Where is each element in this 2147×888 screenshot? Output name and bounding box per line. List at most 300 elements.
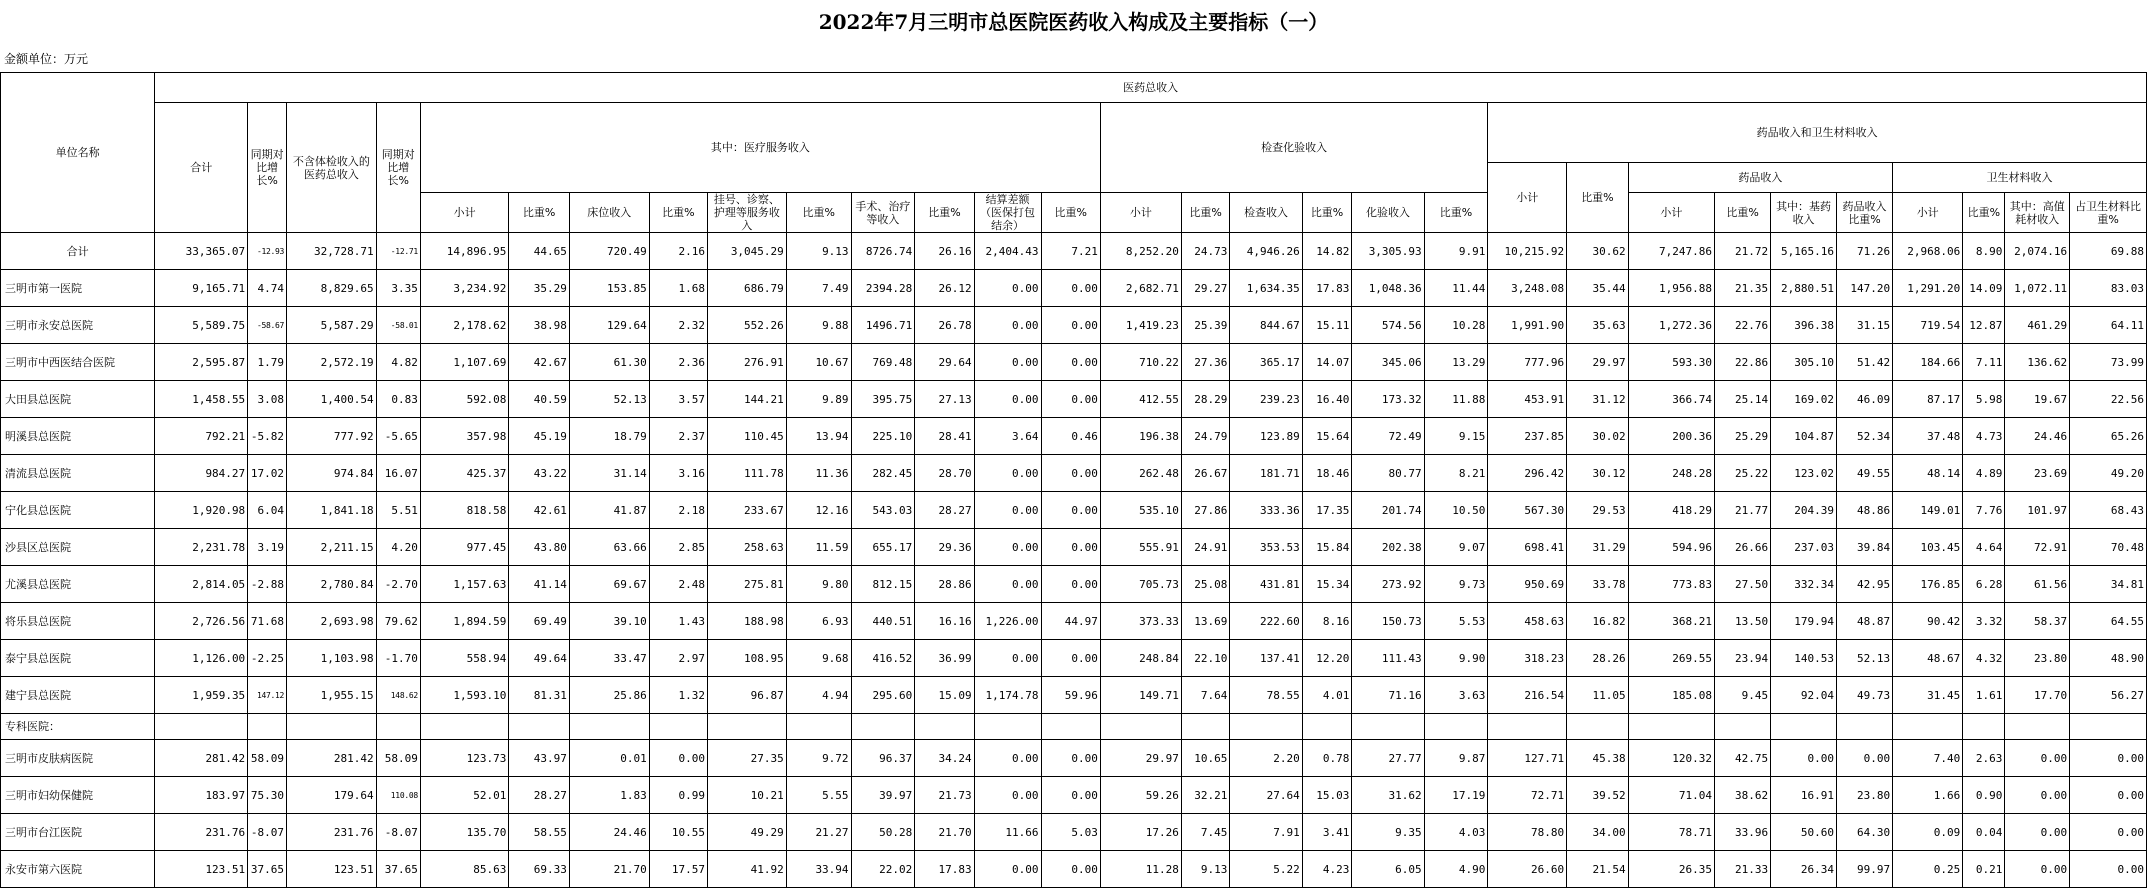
value-cell: 71.68 (248, 603, 287, 640)
value-cell: 204.39 (1771, 492, 1837, 529)
value-cell: 17.35 (1302, 492, 1352, 529)
value-cell: 0.00 (1041, 307, 1100, 344)
value-cell: 58.09 (248, 740, 287, 777)
value-cell: 425.37 (420, 455, 509, 492)
value-cell: 1,174.78 (974, 677, 1041, 714)
value-cell: 37.65 (376, 851, 420, 888)
value-cell: 33,365.07 (155, 233, 248, 270)
value-cell: 5,589.75 (155, 307, 248, 344)
value-cell: 2,595.87 (155, 344, 248, 381)
value-cell: 11.36 (786, 455, 851, 492)
col-exam-subtotal: 小计 (1100, 193, 1181, 233)
value-cell: 83.03 (2070, 270, 2147, 307)
value-cell: 231.76 (287, 814, 377, 851)
value-cell: 31.62 (1352, 777, 1424, 814)
value-cell: 216.54 (1488, 677, 1567, 714)
col-drug-subtotal: 小计 (1628, 193, 1714, 233)
value-cell: 3.08 (248, 381, 287, 418)
empty-cell (786, 714, 851, 740)
value-cell: 34.00 (1567, 814, 1629, 851)
value-cell: 58.55 (509, 814, 569, 851)
table-row (1, 814, 2147, 851)
value-cell: 12.87 (1963, 307, 2005, 344)
value-cell: 33.47 (569, 640, 649, 677)
value-cell: 15.11 (1302, 307, 1352, 344)
value-cell: 440.51 (851, 603, 915, 640)
value-cell: 3,305.93 (1352, 233, 1424, 270)
value-cell: 17.83 (915, 851, 974, 888)
value-cell: 1496.71 (851, 307, 915, 344)
value-cell: 9.45 (1715, 677, 1771, 714)
value-cell: 1.66 (1893, 777, 1963, 814)
table-row (1, 777, 2147, 814)
col-yoy: 同期对比增长% (248, 103, 287, 233)
col-lab-ratio: 比重% (1424, 193, 1488, 233)
value-cell: 222.60 (1230, 603, 1302, 640)
value-cell: 0.00 (974, 740, 1041, 777)
value-cell: 2,572.19 (287, 344, 377, 381)
value-cell: 153.85 (569, 270, 649, 307)
unit-label: 金额单位：万元 (4, 52, 89, 66)
value-cell: 7.11 (1963, 344, 2005, 381)
value-cell: 50.28 (851, 814, 915, 851)
value-cell: 19.67 (2005, 381, 2070, 418)
value-cell: 4,946.26 (1230, 233, 1302, 270)
empty-cell (1230, 714, 1302, 740)
value-cell: 31.14 (569, 455, 649, 492)
value-cell: 14.82 (1302, 233, 1352, 270)
value-cell: 792.21 (155, 418, 248, 455)
value-cell: 296.42 (1488, 455, 1567, 492)
value-cell: 25.86 (569, 677, 649, 714)
value-cell: 416.52 (851, 640, 915, 677)
value-cell: 7.76 (1963, 492, 2005, 529)
col-basic-drug: 其中：基药收入 (1771, 193, 1837, 233)
value-cell: 0.00 (1836, 740, 1892, 777)
value-cell: 30.62 (1567, 233, 1629, 270)
value-cell: 42.61 (509, 492, 569, 529)
value-cell: 10.21 (708, 777, 787, 814)
value-cell: 29.97 (1100, 740, 1181, 777)
value-cell: 27.35 (708, 740, 787, 777)
empty-cell (1424, 714, 1488, 740)
value-cell: -12.71 (376, 233, 420, 270)
value-cell: 34.24 (915, 740, 974, 777)
header-drug: 药品收入 (1628, 163, 1892, 193)
value-cell: 22.76 (1715, 307, 1771, 344)
empty-cell (915, 714, 974, 740)
value-cell: 22.10 (1181, 640, 1230, 677)
empty-cell (649, 714, 707, 740)
value-cell: 0.00 (1041, 270, 1100, 307)
value-cell: 49.29 (708, 814, 787, 851)
value-cell: 24.73 (1181, 233, 1230, 270)
value-cell: 13.94 (786, 418, 851, 455)
value-cell: 123.89 (1230, 418, 1302, 455)
value-cell: 719.54 (1893, 307, 1963, 344)
value-cell: 73.99 (2070, 344, 2147, 381)
value-cell: 68.43 (2070, 492, 2147, 529)
value-cell: 0.00 (974, 307, 1041, 344)
value-cell: 8,829.65 (287, 270, 377, 307)
value-cell: 71.26 (1836, 233, 1892, 270)
value-cell: 14,896.95 (420, 233, 509, 270)
value-cell: 24.46 (569, 814, 649, 851)
col-high-value-ratio: 占卫生材料比重% (2070, 193, 2147, 233)
value-cell: 4.74 (248, 270, 287, 307)
value-cell: 844.67 (1230, 307, 1302, 344)
value-cell: 22.56 (2070, 381, 2147, 418)
value-cell: 269.55 (1628, 640, 1714, 677)
value-cell: 27.86 (1181, 492, 1230, 529)
value-cell: 4.89 (1963, 455, 2005, 492)
value-cell: 26.12 (915, 270, 974, 307)
value-cell: 281.42 (287, 740, 377, 777)
empty-cell (2005, 714, 2070, 740)
value-cell: 44.97 (1041, 603, 1100, 640)
value-cell: 0.00 (974, 529, 1041, 566)
value-cell: 3,248.08 (1488, 270, 1567, 307)
value-cell: 3.57 (649, 381, 707, 418)
value-cell: 196.38 (1100, 418, 1181, 455)
table-row (1, 492, 2147, 529)
value-cell: 58.09 (376, 740, 420, 777)
value-cell: 2.16 (649, 233, 707, 270)
value-cell: 101.97 (2005, 492, 2070, 529)
value-cell: 594.96 (1628, 529, 1714, 566)
value-cell: 23.94 (1715, 640, 1771, 677)
unit-name-cell: 三明市中西医结合医院 (1, 344, 155, 381)
value-cell: 1,841.18 (287, 492, 377, 529)
value-cell: -2.70 (376, 566, 420, 603)
value-cell: 49.73 (1836, 677, 1892, 714)
value-cell: 9.89 (786, 381, 851, 418)
empty-cell (248, 714, 287, 740)
value-cell: 10.65 (1181, 740, 1230, 777)
value-cell: 26.60 (1488, 851, 1567, 888)
empty-cell (376, 714, 420, 740)
income-table (0, 72, 2147, 888)
table-row (1, 566, 2147, 603)
value-cell: 129.64 (569, 307, 649, 344)
value-cell: 17.70 (2005, 677, 2070, 714)
value-cell: 16.82 (1567, 603, 1629, 640)
value-cell: 39.84 (1836, 529, 1892, 566)
value-cell: 3,045.29 (708, 233, 787, 270)
value-cell: 1,226.00 (974, 603, 1041, 640)
col-check: 检查收入 (1230, 193, 1302, 233)
value-cell: 1.68 (649, 270, 707, 307)
empty-cell (1963, 714, 2005, 740)
value-cell: 1,157.63 (420, 566, 509, 603)
value-cell: -5.65 (376, 418, 420, 455)
value-cell: 592.08 (420, 381, 509, 418)
empty-cell (509, 714, 569, 740)
unit-name-cell: 将乐县总医院 (1, 603, 155, 640)
value-cell: 574.56 (1352, 307, 1424, 344)
empty-cell (1041, 714, 1100, 740)
value-cell: 395.75 (851, 381, 915, 418)
empty-cell (974, 714, 1041, 740)
value-cell: 305.10 (1771, 344, 1837, 381)
value-cell: 56.27 (2070, 677, 2147, 714)
value-cell: 1,072.11 (2005, 270, 2070, 307)
value-cell: 0.00 (974, 455, 1041, 492)
value-cell: 29.64 (915, 344, 974, 381)
unit-name-cell: 大田县总医院 (1, 381, 155, 418)
value-cell: 333.36 (1230, 492, 1302, 529)
value-cell: 181.71 (1230, 455, 1302, 492)
col-check-ratio: 比重% (1302, 193, 1352, 233)
value-cell: 64.30 (1836, 814, 1892, 851)
value-cell: 8726.74 (851, 233, 915, 270)
value-cell: 1,955.15 (287, 677, 377, 714)
value-cell: 48.67 (1893, 640, 1963, 677)
value-cell: 7.45 (1181, 814, 1230, 851)
value-cell: 41.14 (509, 566, 569, 603)
value-cell: 26.78 (915, 307, 974, 344)
col-ms-subtotal: 小计 (420, 193, 509, 233)
value-cell: 202.38 (1352, 529, 1424, 566)
value-cell: 21.54 (1567, 851, 1629, 888)
value-cell: 8,252.20 (1100, 233, 1181, 270)
value-cell: 552.26 (708, 307, 787, 344)
value-cell: 21.27 (786, 814, 851, 851)
value-cell: 32,728.71 (287, 233, 377, 270)
value-cell: 21.77 (1715, 492, 1771, 529)
value-cell: 10.67 (786, 344, 851, 381)
value-cell: 0.83 (376, 381, 420, 418)
value-cell: 698.41 (1488, 529, 1567, 566)
value-cell: 3.35 (376, 270, 420, 307)
value-cell: 5,165.16 (1771, 233, 1837, 270)
value-cell: 78.71 (1628, 814, 1714, 851)
table-row (1, 677, 2147, 714)
value-cell: 31.15 (1836, 307, 1892, 344)
value-cell: 233.67 (708, 492, 787, 529)
value-cell: 10.55 (649, 814, 707, 851)
value-cell: 184.66 (1893, 344, 1963, 381)
value-cell: 49.20 (2070, 455, 2147, 492)
value-cell: 18.46 (1302, 455, 1352, 492)
value-cell: 1,291.20 (1893, 270, 1963, 307)
value-cell: 7.64 (1181, 677, 1230, 714)
header-total-income: 医药总收入 (155, 73, 2147, 103)
empty-cell (2070, 714, 2147, 740)
value-cell: 63.66 (569, 529, 649, 566)
value-cell: 705.73 (1100, 566, 1181, 603)
value-cell: 40.59 (509, 381, 569, 418)
col-surgery-ratio: 比重% (915, 193, 974, 233)
value-cell: 11.59 (786, 529, 851, 566)
value-cell: 567.30 (1488, 492, 1567, 529)
value-cell: 43.97 (509, 740, 569, 777)
value-cell: 21.35 (1715, 270, 1771, 307)
value-cell: 13.69 (1181, 603, 1230, 640)
value-cell: 8.21 (1424, 455, 1488, 492)
value-cell: 2.18 (649, 492, 707, 529)
empty-cell (1836, 714, 1892, 740)
value-cell: 9.80 (786, 566, 851, 603)
value-cell: 34.81 (2070, 566, 2147, 603)
value-cell: 2,693.98 (287, 603, 377, 640)
value-cell: 686.79 (708, 270, 787, 307)
value-cell: 2,404.43 (974, 233, 1041, 270)
value-cell: 123.02 (1771, 455, 1837, 492)
col-bed-ratio: 比重% (649, 193, 707, 233)
value-cell: 135.70 (420, 814, 509, 851)
value-cell: 85.63 (420, 851, 509, 888)
value-cell: 23.69 (2005, 455, 2070, 492)
value-cell: 42.67 (509, 344, 569, 381)
table-row (1, 381, 2147, 418)
value-cell: 295.60 (851, 677, 915, 714)
empty-cell (1771, 714, 1837, 740)
value-cell: 144.21 (708, 381, 787, 418)
value-cell: 2.37 (649, 418, 707, 455)
value-cell: 27.13 (915, 381, 974, 418)
empty-cell (708, 714, 787, 740)
value-cell: 1,634.35 (1230, 270, 1302, 307)
value-cell: 24.79 (1181, 418, 1230, 455)
col-ms-ratio: 比重% (509, 193, 569, 233)
table-row (1, 529, 2147, 566)
value-cell: 7,247.86 (1628, 233, 1714, 270)
value-cell: 176.85 (1893, 566, 1963, 603)
value-cell: 110.08 (376, 777, 420, 814)
value-cell: 16.07 (376, 455, 420, 492)
value-cell: 148.62 (376, 677, 420, 714)
value-cell: 0.21 (1963, 851, 2005, 888)
value-cell: 225.10 (851, 418, 915, 455)
value-cell: 48.86 (1836, 492, 1892, 529)
value-cell: 71.16 (1352, 677, 1424, 714)
value-cell: 61.56 (2005, 566, 2070, 603)
value-cell: 2.97 (649, 640, 707, 677)
value-cell: 0.00 (974, 492, 1041, 529)
value-cell: 37.65 (248, 851, 287, 888)
value-cell: 9.07 (1424, 529, 1488, 566)
value-cell: 72.91 (2005, 529, 2070, 566)
value-cell: 1,956.88 (1628, 270, 1714, 307)
value-cell: 431.81 (1230, 566, 1302, 603)
empty-cell (1488, 714, 1567, 740)
value-cell: 33.78 (1567, 566, 1629, 603)
value-cell: 0.46 (1041, 418, 1100, 455)
value-cell: 64.55 (2070, 603, 2147, 640)
value-cell: 1,920.98 (155, 492, 248, 529)
value-cell: 39.52 (1567, 777, 1629, 814)
unit-name-cell: 三明市第一医院 (1, 270, 155, 307)
value-cell: 147.20 (1836, 270, 1892, 307)
value-cell: 21.70 (569, 851, 649, 888)
value-cell: 42.75 (1715, 740, 1771, 777)
value-cell: 69.67 (569, 566, 649, 603)
value-cell: 99.97 (1836, 851, 1892, 888)
value-cell: 984.27 (155, 455, 248, 492)
value-cell: 558.94 (420, 640, 509, 677)
unit-name-cell: 三明市台江医院 (1, 814, 155, 851)
value-cell: 231.76 (155, 814, 248, 851)
value-cell: 1,272.36 (1628, 307, 1714, 344)
value-cell: -5.82 (248, 418, 287, 455)
value-cell: 51.42 (1836, 344, 1892, 381)
value-cell: 32.21 (1181, 777, 1230, 814)
value-cell: 0.00 (2070, 851, 2147, 888)
value-cell: 0.00 (2005, 814, 2070, 851)
value-cell: 0.01 (569, 740, 649, 777)
value-cell: 123.51 (287, 851, 377, 888)
value-cell: 65.26 (2070, 418, 2147, 455)
value-cell: 2,880.51 (1771, 270, 1837, 307)
value-cell: 61.30 (569, 344, 649, 381)
value-cell: 2.32 (649, 307, 707, 344)
value-cell: 0.00 (974, 640, 1041, 677)
value-cell: 137.41 (1230, 640, 1302, 677)
value-cell: 5.03 (1041, 814, 1100, 851)
col-surgery: 手术、治疗等收入 (851, 193, 915, 233)
value-cell: 71.04 (1628, 777, 1714, 814)
value-cell: 0.00 (2005, 851, 2070, 888)
value-cell: 24.91 (1181, 529, 1230, 566)
value-cell: 0.00 (974, 270, 1041, 307)
value-cell: -8.07 (376, 814, 420, 851)
value-cell: 6.04 (248, 492, 287, 529)
value-cell: 38.62 (1715, 777, 1771, 814)
empty-cell (1628, 714, 1714, 740)
value-cell: 458.63 (1488, 603, 1567, 640)
unit-name-cell: 宁化县总医院 (1, 492, 155, 529)
value-cell: 275.81 (708, 566, 787, 603)
value-cell: 41.92 (708, 851, 787, 888)
value-cell: 461.29 (2005, 307, 2070, 344)
value-cell: 0.00 (1041, 529, 1100, 566)
value-cell: 149.01 (1893, 492, 1963, 529)
table-row (1, 307, 2147, 344)
value-cell: 22.86 (1715, 344, 1771, 381)
col-settle-ratio: 比重% (1041, 193, 1100, 233)
value-cell: 27.36 (1181, 344, 1230, 381)
value-cell: 59.96 (1041, 677, 1100, 714)
value-cell: 103.45 (1893, 529, 1963, 566)
value-cell: 0.00 (1041, 777, 1100, 814)
value-cell: 357.98 (420, 418, 509, 455)
value-cell: 777.92 (287, 418, 377, 455)
value-cell: 5.51 (376, 492, 420, 529)
value-cell: 21.72 (1715, 233, 1771, 270)
value-cell: 2,726.56 (155, 603, 248, 640)
value-cell: 29.36 (915, 529, 974, 566)
value-cell: 9.73 (1424, 566, 1488, 603)
value-cell: 17.02 (248, 455, 287, 492)
value-cell: 974.84 (287, 455, 377, 492)
value-cell: 80.77 (1352, 455, 1424, 492)
col-basic-drug-ratio: 药品收入比重% (1836, 193, 1892, 233)
value-cell: 41.87 (569, 492, 649, 529)
value-cell: 69.33 (509, 851, 569, 888)
header-exam: 检查化验收入 (1100, 103, 1487, 193)
value-cell: 12.20 (1302, 640, 1352, 677)
empty-cell (420, 714, 509, 740)
value-cell: 27.50 (1715, 566, 1771, 603)
value-cell: 123.73 (420, 740, 509, 777)
unit-name-cell: 沙县区总医院 (1, 529, 155, 566)
header-material: 卫生材料收入 (1893, 163, 2147, 193)
value-cell: 0.00 (1041, 851, 1100, 888)
value-cell: 2.20 (1230, 740, 1302, 777)
table-row (1, 270, 2147, 307)
value-cell: 0.00 (1041, 566, 1100, 603)
